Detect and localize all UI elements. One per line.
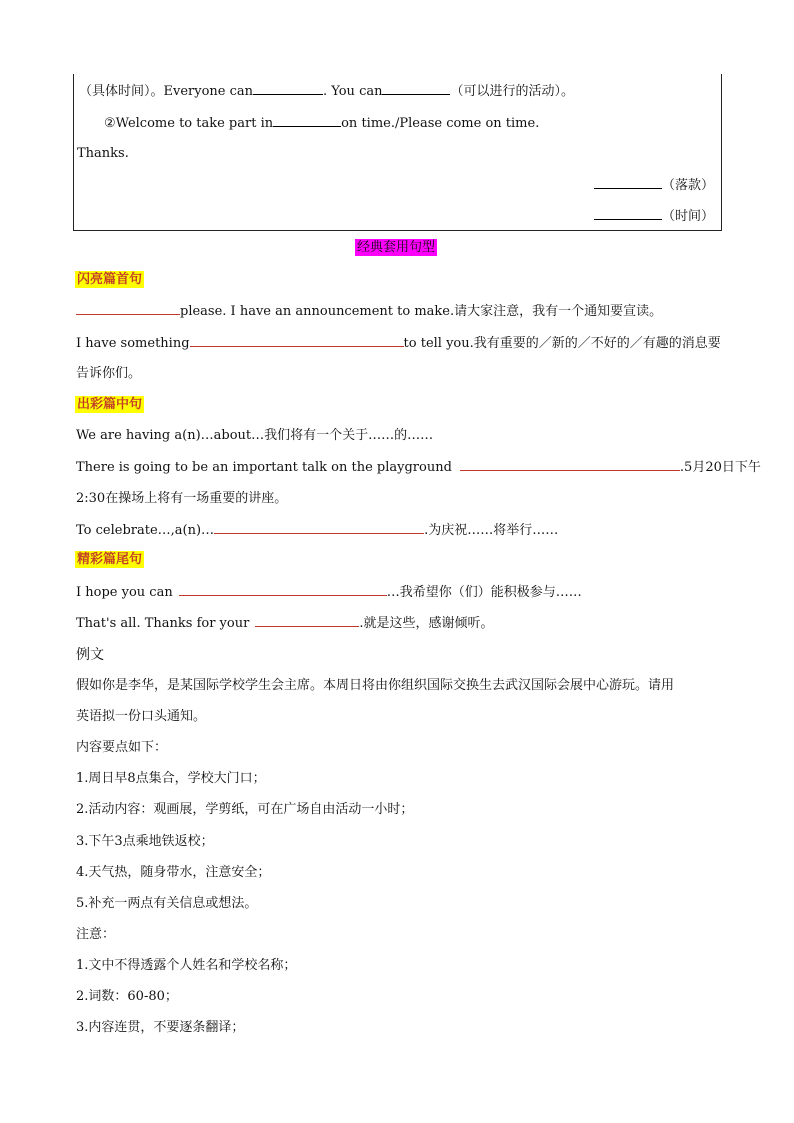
notes-heading: 注意： [76,927,116,942]
answer-blank[interactable] [190,334,404,347]
example-paragraph-1: 假如你是李华，是某国际学校学生会主席。本周日将由你组织国际交换生去武汉国际会展中心游玩。请用 [76,678,675,693]
answer-blank[interactable] [255,614,359,627]
sentence-text: please. I have an announcement to make.请大家注意，我有一个通知要宣读。 [180,304,663,319]
sentence-text: …我希望你（们）能积极参与…… [386,585,582,600]
point-item: 1.周日早8点集合，学校大门口； [76,771,266,786]
sentence-text: .5月20日下午 [679,460,761,475]
template-text: （具体时间）。Everyone can [79,84,254,99]
ending-sentence-2 [76,614,493,633]
signature-line [594,176,714,195]
points-heading: 内容要点如下： [76,740,168,755]
note-item: 1.文中不得透露个人姓名和学校名称； [76,958,297,973]
sentence-text: I hope you can [76,585,173,600]
answer-blank[interactable] [76,302,180,315]
template-text: （可以进行的活动）。 [450,84,574,99]
example-heading: 例文 [76,647,104,663]
ending-sentence-1 [76,583,582,602]
sentence-text: I have something [76,336,190,351]
sentence-text: .为庆祝……将举行…… [424,523,559,538]
sentence-text: That's all. Thanks for your [76,616,250,631]
answer-blank[interactable] [382,82,450,95]
point-item: 3.下午3点乘地铁返校； [76,834,214,849]
sentence-text: .就是这些，感谢倾听。 [359,616,494,631]
answer-blank[interactable] [594,176,662,189]
template-text: on time./Please come on time. [341,116,540,131]
opening-sentence-1 [76,302,662,321]
answer-blank[interactable] [273,114,341,127]
signature-label: （落款） [662,178,715,193]
opening-sentence-2 [76,334,721,353]
middle-sentence-2 [76,458,761,477]
answer-blank[interactable] [253,82,323,95]
notice-template-box [73,74,722,231]
section-title: 经典套用句型 [357,240,436,255]
sentence-text: to tell you.我有重要的／新的／不好的／有趣的消息要 [403,336,721,351]
middle-sentence-1: We are having a(n)…about…我们将有一个关于……的…… [76,428,434,443]
point-item: 2.活动内容：观画展，学剪纸，可在广场自由活动一小时； [76,802,414,817]
template-text: Welcome to take part in [115,116,274,131]
date-label: （时间） [662,209,715,224]
note-item: 2.词数：60-80； [76,989,178,1004]
ending-tag: 精彩篇尾句 [77,552,143,567]
opening-sentence-2-cont: 告诉你们。 [76,366,142,381]
opening-tag: 闪亮篇首句 [77,272,143,287]
point-item: 4.天气热，随身带水，注意安全； [76,865,271,880]
note-item: 3.内容连贯，不要逐条翻译； [76,1020,245,1035]
answer-blank[interactable] [594,207,662,220]
middle-sentence-3 [76,521,558,540]
template-line-2 [104,114,539,133]
sentence-text: There is going to be an important talk on the playground [76,460,452,475]
middle-tag: 出彩篇中句 [77,397,143,412]
answer-blank[interactable] [214,521,424,534]
point-item: 5.补充一两点有关信息或想法。 [76,896,258,911]
circled-number: ② [104,116,116,131]
thanks-line: Thanks. [77,146,129,161]
template-line-1 [79,82,574,101]
example-paragraph-2: 英语拟一份口头通知。 [76,709,207,724]
date-line [594,207,714,226]
answer-blank[interactable] [179,583,387,596]
middle-sentence-2-cont: 2:30在操场上将有一场重要的讲座。 [76,491,288,506]
template-text: . You can [323,84,383,99]
sentence-text: To celebrate…,a(n)… [76,523,215,538]
answer-blank[interactable] [460,458,680,471]
